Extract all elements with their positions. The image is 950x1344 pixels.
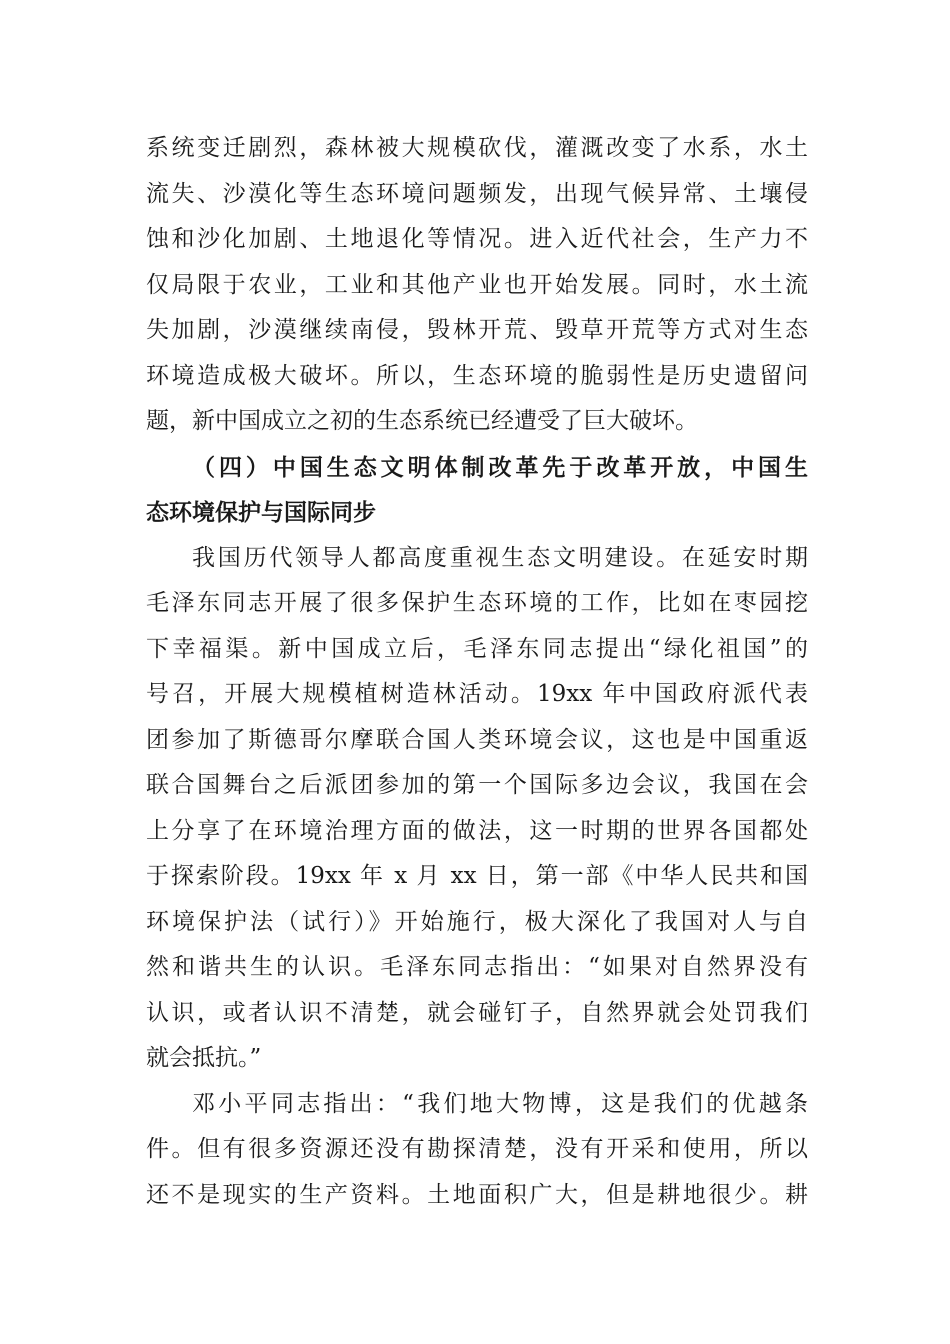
text-line: 联合国舞台之后派团参加的第一个国际多边会议，我国在会 [146,772,808,798]
paragraph-leaders [146,536,808,1082]
text-line: 邓小平同志指出：“我们地大物博，这是我们的优越条 [192,1090,808,1117]
text-line: 环境造成极大破坏。所以，生态环境的脆弱性是历史遗留问 [146,362,808,389]
text-line: 就会抵抗。” [146,1045,262,1071]
text-line: 然和谐共生的认识。毛泽东同志指出：“如果对自然界没有 [146,954,808,980]
text-line: 团参加了斯德哥尔摩联合国人类环境会议，这也是中国重返 [146,726,808,753]
text-line: 还不是现实的生产资料。土地面积广大，但是耕地很少。耕 [146,1181,808,1208]
text-line: 认识，或者认识不清楚，就会碰钉子，自然界就会处罚我们 [146,999,808,1026]
section-heading [146,445,808,536]
text-line: 毛泽东同志开展了很多保护生态环境的工作，比如在枣园挖 [146,590,808,616]
paragraph-continuation [146,126,808,445]
text-line: 上分享了在环境治理方面的做法，这一时期的世界各国都处 [146,817,808,844]
text-line: 我国历代领导人都高度重视生态文明建设。在延安时期 [192,544,808,571]
text-line: 仅局限于农业，工业和其他产业也开始发展。同时，水土流 [146,271,808,298]
text-line: 号召，开展大规模植树造林活动。19xx 年中国政府派代表 [146,681,808,707]
text-line: 于探索阶段。19xx 年 x 月 xx 日，第一部《中华人民共和国 [146,863,808,889]
text-line: 下幸福渠。新中国成立后，毛泽东同志提出“绿化祖国”的 [146,635,808,662]
heading-line: （四）中国生态文明体制改革先于改革开放，中国生 [192,453,808,481]
paragraph-deng-quote [146,1082,808,1219]
text-line: 蚀和沙化加剧、土地退化等情况。进入近代社会，生产力不 [146,226,808,252]
text-line: 流失、沙漠化等生态环境问题频发，出现气候异常、土壤侵 [146,180,808,207]
heading-line: 态环境保护与国际同步 [146,499,376,526]
text-line: 件。但有很多资源还没有勘探清楚，没有开采和使用，所以 [146,1136,808,1162]
document-body [146,126,808,1218]
text-line: 题，新中国成立之初的生态系统已经遭受了巨大破坏。 [146,408,698,434]
text-line: 失加剧，沙漠继续南侵，毁林开荒、毁草开荒等方式对生态 [146,317,808,343]
text-line: 环境保护法（试行）》开始施行，极大深化了我国对人与自 [146,908,808,935]
text-line: 系统变迁剧烈，森林被大规模砍伐，灌溉改变了水系，水土 [146,135,808,161]
